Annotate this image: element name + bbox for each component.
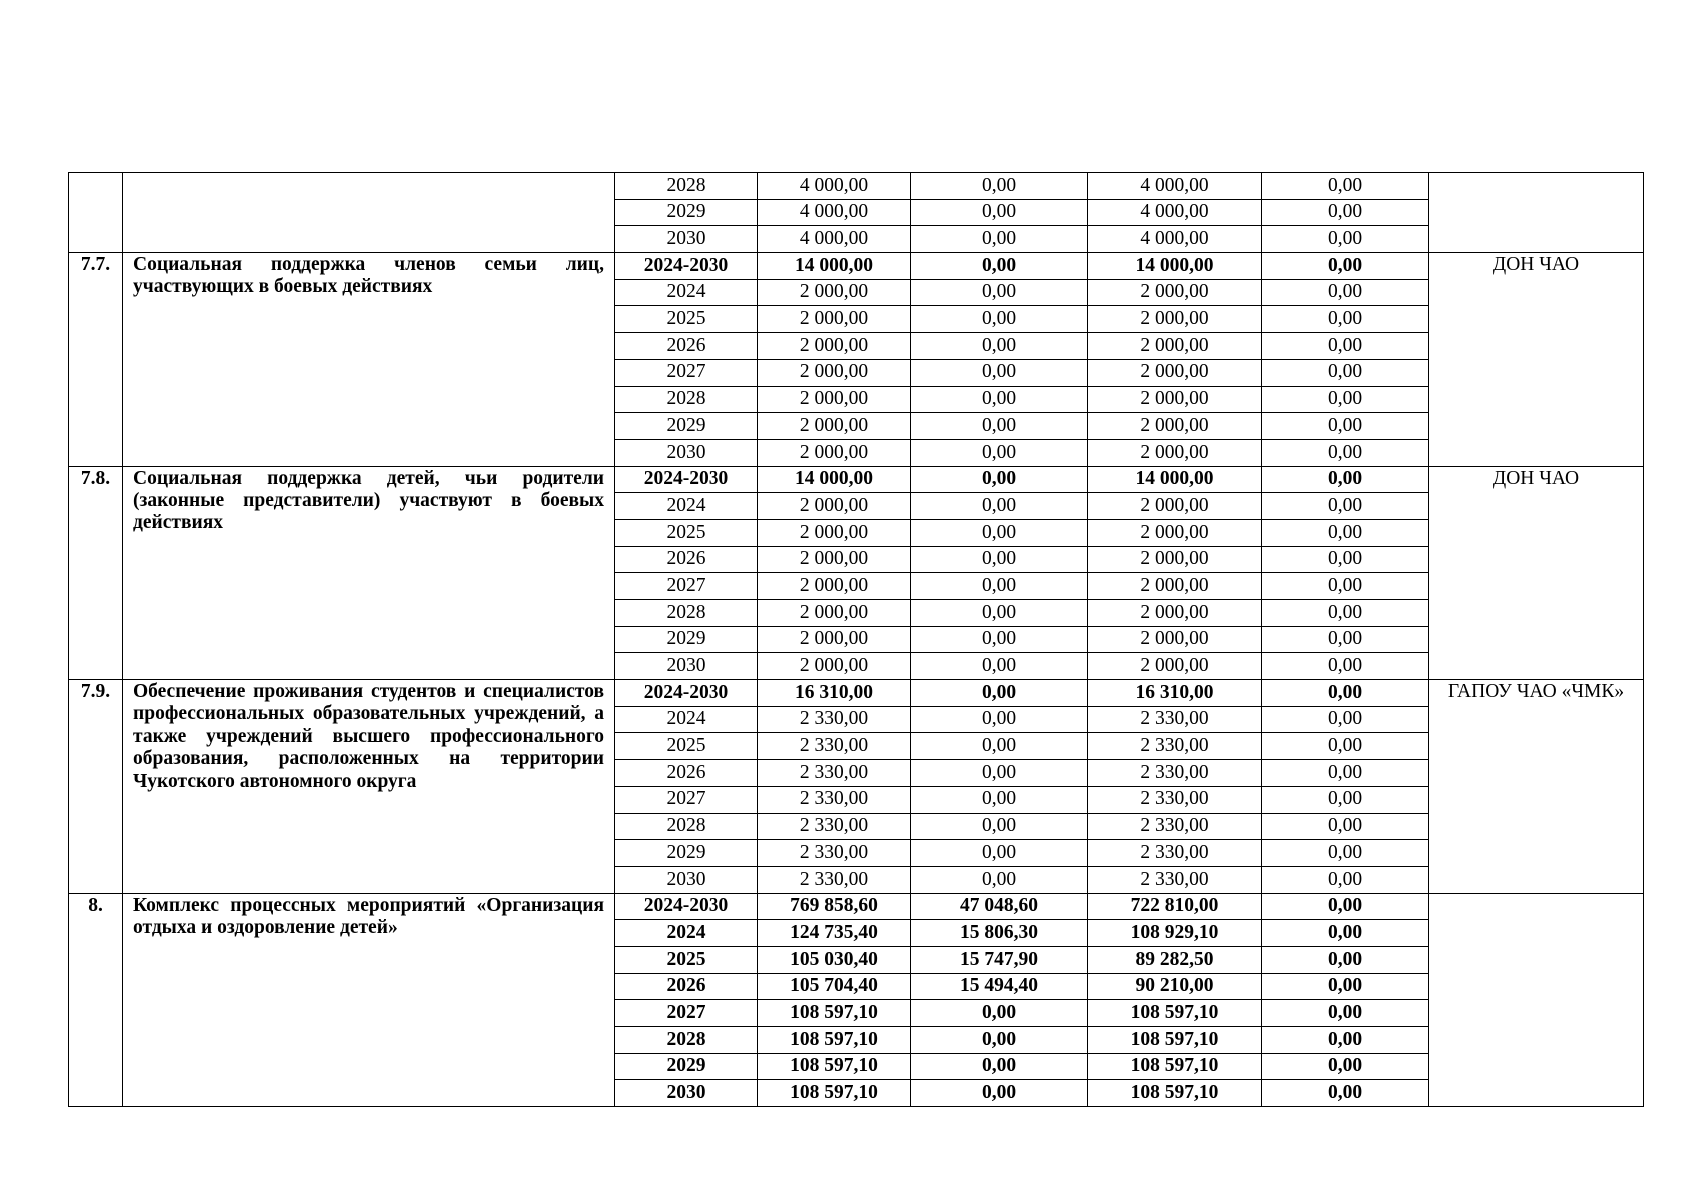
other-sources-cell: 0,00 — [1262, 1053, 1429, 1080]
federal-budget-cell: 0,00 — [911, 466, 1088, 493]
federal-budget-cell: 0,00 — [911, 493, 1088, 520]
federal-budget-cell: 0,00 — [911, 173, 1088, 200]
year-cell: 2029 — [615, 626, 758, 653]
district-budget-cell: 2 000,00 — [1088, 386, 1262, 413]
district-budget-cell: 2 000,00 — [1088, 653, 1262, 680]
district-budget-cell: 4 000,00 — [1088, 173, 1262, 200]
federal-budget-cell: 0,00 — [911, 386, 1088, 413]
year-cell: 2025 — [615, 306, 758, 333]
district-budget-cell: 2 000,00 — [1088, 413, 1262, 440]
district-budget-cell: 2 330,00 — [1088, 813, 1262, 840]
year-cell: 2024 — [615, 279, 758, 306]
item-name: Обеспечение проживания студентов и специалистов профессиональных образовательных учреждений, а также учреждений высшего профессионального образования, расположенных на территории Чукотского автономного округа — [123, 680, 615, 894]
item-name — [123, 173, 615, 253]
total-amount-cell: 2 000,00 — [758, 493, 911, 520]
year-cell: 2029 — [615, 199, 758, 226]
district-budget-cell: 2 000,00 — [1088, 626, 1262, 653]
year-cell: 2028 — [615, 173, 758, 200]
other-sources-cell: 0,00 — [1262, 466, 1429, 493]
other-sources-cell: 0,00 — [1262, 893, 1429, 920]
year-cell: 2026 — [615, 333, 758, 360]
year-cell: 2024 — [615, 920, 758, 947]
other-sources-cell: 0,00 — [1262, 920, 1429, 947]
other-sources-cell: 0,00 — [1262, 413, 1429, 440]
item-number — [69, 173, 123, 253]
district-budget-cell: 2 330,00 — [1088, 733, 1262, 760]
table-row — [69, 680, 1644, 707]
other-sources-cell: 0,00 — [1262, 1027, 1429, 1054]
other-sources-cell: 0,00 — [1262, 226, 1429, 253]
district-budget-cell: 2 330,00 — [1088, 866, 1262, 893]
total-amount-cell: 14 000,00 — [758, 253, 911, 280]
other-sources-cell: 0,00 — [1262, 306, 1429, 333]
total-amount-cell: 2 000,00 — [758, 573, 911, 600]
total-amount-cell: 2 330,00 — [758, 813, 911, 840]
year-cell: 2024-2030 — [615, 253, 758, 280]
year-cell: 2030 — [615, 653, 758, 680]
district-budget-cell: 4 000,00 — [1088, 199, 1262, 226]
other-sources-cell: 0,00 — [1262, 866, 1429, 893]
year-cell: 2030 — [615, 226, 758, 253]
federal-budget-cell: 0,00 — [911, 546, 1088, 573]
other-sources-cell: 0,00 — [1262, 760, 1429, 787]
other-sources-cell: 0,00 — [1262, 519, 1429, 546]
total-amount-cell: 769 858,60 — [758, 893, 911, 920]
year-cell: 2028 — [615, 600, 758, 627]
total-amount-cell: 4 000,00 — [758, 173, 911, 200]
other-sources-cell: 0,00 — [1262, 840, 1429, 867]
other-sources-cell: 0,00 — [1262, 253, 1429, 280]
total-amount-cell: 2 330,00 — [758, 840, 911, 867]
federal-budget-cell: 0,00 — [911, 733, 1088, 760]
federal-budget-cell: 15 806,30 — [911, 920, 1088, 947]
total-amount-cell: 2 330,00 — [758, 706, 911, 733]
executor-cell: ДОН ЧАО — [1429, 253, 1644, 467]
other-sources-cell: 0,00 — [1262, 653, 1429, 680]
year-cell: 2027 — [615, 573, 758, 600]
executor-cell: ГАПОУ ЧАО «ЧМК» — [1429, 680, 1644, 894]
federal-budget-cell: 15 747,90 — [911, 946, 1088, 973]
federal-budget-cell: 0,00 — [911, 306, 1088, 333]
total-amount-cell: 108 597,10 — [758, 1053, 911, 1080]
table-row — [69, 893, 1644, 920]
federal-budget-cell: 0,00 — [911, 626, 1088, 653]
other-sources-cell: 0,00 — [1262, 1000, 1429, 1027]
total-amount-cell: 2 000,00 — [758, 653, 911, 680]
total-amount-cell: 105 030,40 — [758, 946, 911, 973]
federal-budget-cell: 0,00 — [911, 413, 1088, 440]
federal-budget-cell: 0,00 — [911, 706, 1088, 733]
district-budget-cell: 2 000,00 — [1088, 493, 1262, 520]
district-budget-cell: 2 330,00 — [1088, 760, 1262, 787]
total-amount-cell: 108 597,10 — [758, 1080, 911, 1107]
total-amount-cell: 2 000,00 — [758, 306, 911, 333]
item-name: Комплекс процессных мероприятий «Организация отдыха и оздоровление детей» — [123, 893, 615, 1107]
federal-budget-cell: 47 048,60 — [911, 893, 1088, 920]
year-cell: 2029 — [615, 413, 758, 440]
district-budget-cell: 108 929,10 — [1088, 920, 1262, 947]
federal-budget-cell: 0,00 — [911, 866, 1088, 893]
year-cell: 2025 — [615, 946, 758, 973]
other-sources-cell: 0,00 — [1262, 626, 1429, 653]
other-sources-cell: 0,00 — [1262, 173, 1429, 200]
district-budget-cell: 2 000,00 — [1088, 600, 1262, 627]
federal-budget-cell: 0,00 — [911, 573, 1088, 600]
year-cell: 2027 — [615, 1000, 758, 1027]
other-sources-cell: 0,00 — [1262, 813, 1429, 840]
total-amount-cell: 4 000,00 — [758, 199, 911, 226]
year-cell: 2027 — [615, 359, 758, 386]
district-budget-cell: 2 000,00 — [1088, 333, 1262, 360]
district-budget-cell: 4 000,00 — [1088, 226, 1262, 253]
total-amount-cell: 2 330,00 — [758, 760, 911, 787]
year-cell: 2026 — [615, 973, 758, 1000]
total-amount-cell: 105 704,40 — [758, 973, 911, 1000]
table-body — [69, 173, 1644, 1107]
table-row — [69, 173, 1644, 200]
district-budget-cell: 2 000,00 — [1088, 439, 1262, 466]
federal-budget-cell: 0,00 — [911, 333, 1088, 360]
district-budget-cell: 2 000,00 — [1088, 519, 1262, 546]
year-cell: 2026 — [615, 760, 758, 787]
district-budget-cell: 14 000,00 — [1088, 253, 1262, 280]
federal-budget-cell: 0,00 — [911, 786, 1088, 813]
other-sources-cell: 0,00 — [1262, 546, 1429, 573]
total-amount-cell: 16 310,00 — [758, 680, 911, 707]
item-number: 8. — [69, 893, 123, 1107]
other-sources-cell: 0,00 — [1262, 733, 1429, 760]
year-cell: 2025 — [615, 733, 758, 760]
other-sources-cell: 0,00 — [1262, 573, 1429, 600]
federal-budget-cell: 0,00 — [911, 519, 1088, 546]
other-sources-cell: 0,00 — [1262, 786, 1429, 813]
year-cell: 2024-2030 — [615, 893, 758, 920]
other-sources-cell: 0,00 — [1262, 946, 1429, 973]
district-budget-cell: 89 282,50 — [1088, 946, 1262, 973]
year-cell: 2028 — [615, 813, 758, 840]
total-amount-cell: 108 597,10 — [758, 1027, 911, 1054]
other-sources-cell: 0,00 — [1262, 359, 1429, 386]
other-sources-cell: 0,00 — [1262, 973, 1429, 1000]
federal-budget-cell: 0,00 — [911, 813, 1088, 840]
year-cell: 2029 — [615, 840, 758, 867]
federal-budget-cell: 0,00 — [911, 439, 1088, 466]
total-amount-cell: 2 000,00 — [758, 626, 911, 653]
federal-budget-cell: 0,00 — [911, 279, 1088, 306]
year-cell: 2030 — [615, 866, 758, 893]
total-amount-cell: 2 000,00 — [758, 359, 911, 386]
year-cell: 2028 — [615, 1027, 758, 1054]
district-budget-cell: 108 597,10 — [1088, 1080, 1262, 1107]
total-amount-cell: 2 000,00 — [758, 413, 911, 440]
federal-budget-cell: 0,00 — [911, 1027, 1088, 1054]
other-sources-cell: 0,00 — [1262, 493, 1429, 520]
total-amount-cell: 2 000,00 — [758, 600, 911, 627]
district-budget-cell: 2 330,00 — [1088, 840, 1262, 867]
year-cell: 2024-2030 — [615, 466, 758, 493]
year-cell: 2027 — [615, 786, 758, 813]
total-amount-cell: 2 000,00 — [758, 519, 911, 546]
federal-budget-cell: 0,00 — [911, 1053, 1088, 1080]
federal-budget-cell: 0,00 — [911, 600, 1088, 627]
federal-budget-cell: 0,00 — [911, 199, 1088, 226]
federal-budget-cell: 0,00 — [911, 680, 1088, 707]
total-amount-cell: 2 000,00 — [758, 279, 911, 306]
district-budget-cell: 108 597,10 — [1088, 1027, 1262, 1054]
total-amount-cell: 2 000,00 — [758, 386, 911, 413]
item-name: Социальная поддержка членов семьи лиц, участвующих в боевых действиях — [123, 253, 615, 467]
total-amount-cell: 2 000,00 — [758, 439, 911, 466]
total-amount-cell: 124 735,40 — [758, 920, 911, 947]
district-budget-cell: 2 000,00 — [1088, 359, 1262, 386]
district-budget-cell: 722 810,00 — [1088, 893, 1262, 920]
district-budget-cell: 2 000,00 — [1088, 279, 1262, 306]
federal-budget-cell: 0,00 — [911, 226, 1088, 253]
total-amount-cell: 4 000,00 — [758, 226, 911, 253]
executor-cell: ДОН ЧАО — [1429, 466, 1644, 680]
year-cell: 2026 — [615, 546, 758, 573]
other-sources-cell: 0,00 — [1262, 439, 1429, 466]
total-amount-cell: 2 330,00 — [758, 786, 911, 813]
district-budget-cell: 108 597,10 — [1088, 1053, 1262, 1080]
year-cell: 2024 — [615, 706, 758, 733]
federal-budget-cell: 0,00 — [911, 253, 1088, 280]
budget-table — [68, 172, 1644, 1107]
table-row — [69, 253, 1644, 280]
year-cell: 2030 — [615, 1080, 758, 1107]
federal-budget-cell: 15 494,40 — [911, 973, 1088, 1000]
other-sources-cell: 0,00 — [1262, 333, 1429, 360]
year-cell: 2028 — [615, 386, 758, 413]
total-amount-cell: 2 330,00 — [758, 733, 911, 760]
executor-cell — [1429, 893, 1644, 1107]
year-cell: 2025 — [615, 519, 758, 546]
federal-budget-cell: 0,00 — [911, 760, 1088, 787]
item-number: 7.8. — [69, 466, 123, 680]
district-budget-cell: 16 310,00 — [1088, 680, 1262, 707]
district-budget-cell: 90 210,00 — [1088, 973, 1262, 1000]
total-amount-cell: 108 597,10 — [758, 1000, 911, 1027]
federal-budget-cell: 0,00 — [911, 840, 1088, 867]
item-number: 7.7. — [69, 253, 123, 467]
year-cell: 2030 — [615, 439, 758, 466]
district-budget-cell: 2 000,00 — [1088, 546, 1262, 573]
total-amount-cell: 14 000,00 — [758, 466, 911, 493]
federal-budget-cell: 0,00 — [911, 359, 1088, 386]
district-budget-cell: 2 000,00 — [1088, 573, 1262, 600]
district-budget-cell: 2 330,00 — [1088, 706, 1262, 733]
federal-budget-cell: 0,00 — [911, 653, 1088, 680]
district-budget-cell: 2 330,00 — [1088, 786, 1262, 813]
other-sources-cell: 0,00 — [1262, 1080, 1429, 1107]
table-row — [69, 466, 1644, 493]
item-name: Социальная поддержка детей, чьи родители (законные представители) участвуют в боевых действиях — [123, 466, 615, 680]
year-cell: 2024-2030 — [615, 680, 758, 707]
total-amount-cell: 2 330,00 — [758, 866, 911, 893]
year-cell: 2029 — [615, 1053, 758, 1080]
other-sources-cell: 0,00 — [1262, 279, 1429, 306]
other-sources-cell: 0,00 — [1262, 680, 1429, 707]
other-sources-cell: 0,00 — [1262, 386, 1429, 413]
executor-cell — [1429, 173, 1644, 253]
district-budget-cell: 108 597,10 — [1088, 1000, 1262, 1027]
other-sources-cell: 0,00 — [1262, 199, 1429, 226]
year-cell: 2024 — [615, 493, 758, 520]
other-sources-cell: 0,00 — [1262, 600, 1429, 627]
district-budget-cell: 14 000,00 — [1088, 466, 1262, 493]
total-amount-cell: 2 000,00 — [758, 546, 911, 573]
other-sources-cell: 0,00 — [1262, 706, 1429, 733]
federal-budget-cell: 0,00 — [911, 1000, 1088, 1027]
district-budget-cell: 2 000,00 — [1088, 306, 1262, 333]
total-amount-cell: 2 000,00 — [758, 333, 911, 360]
federal-budget-cell: 0,00 — [911, 1080, 1088, 1107]
item-number: 7.9. — [69, 680, 123, 894]
